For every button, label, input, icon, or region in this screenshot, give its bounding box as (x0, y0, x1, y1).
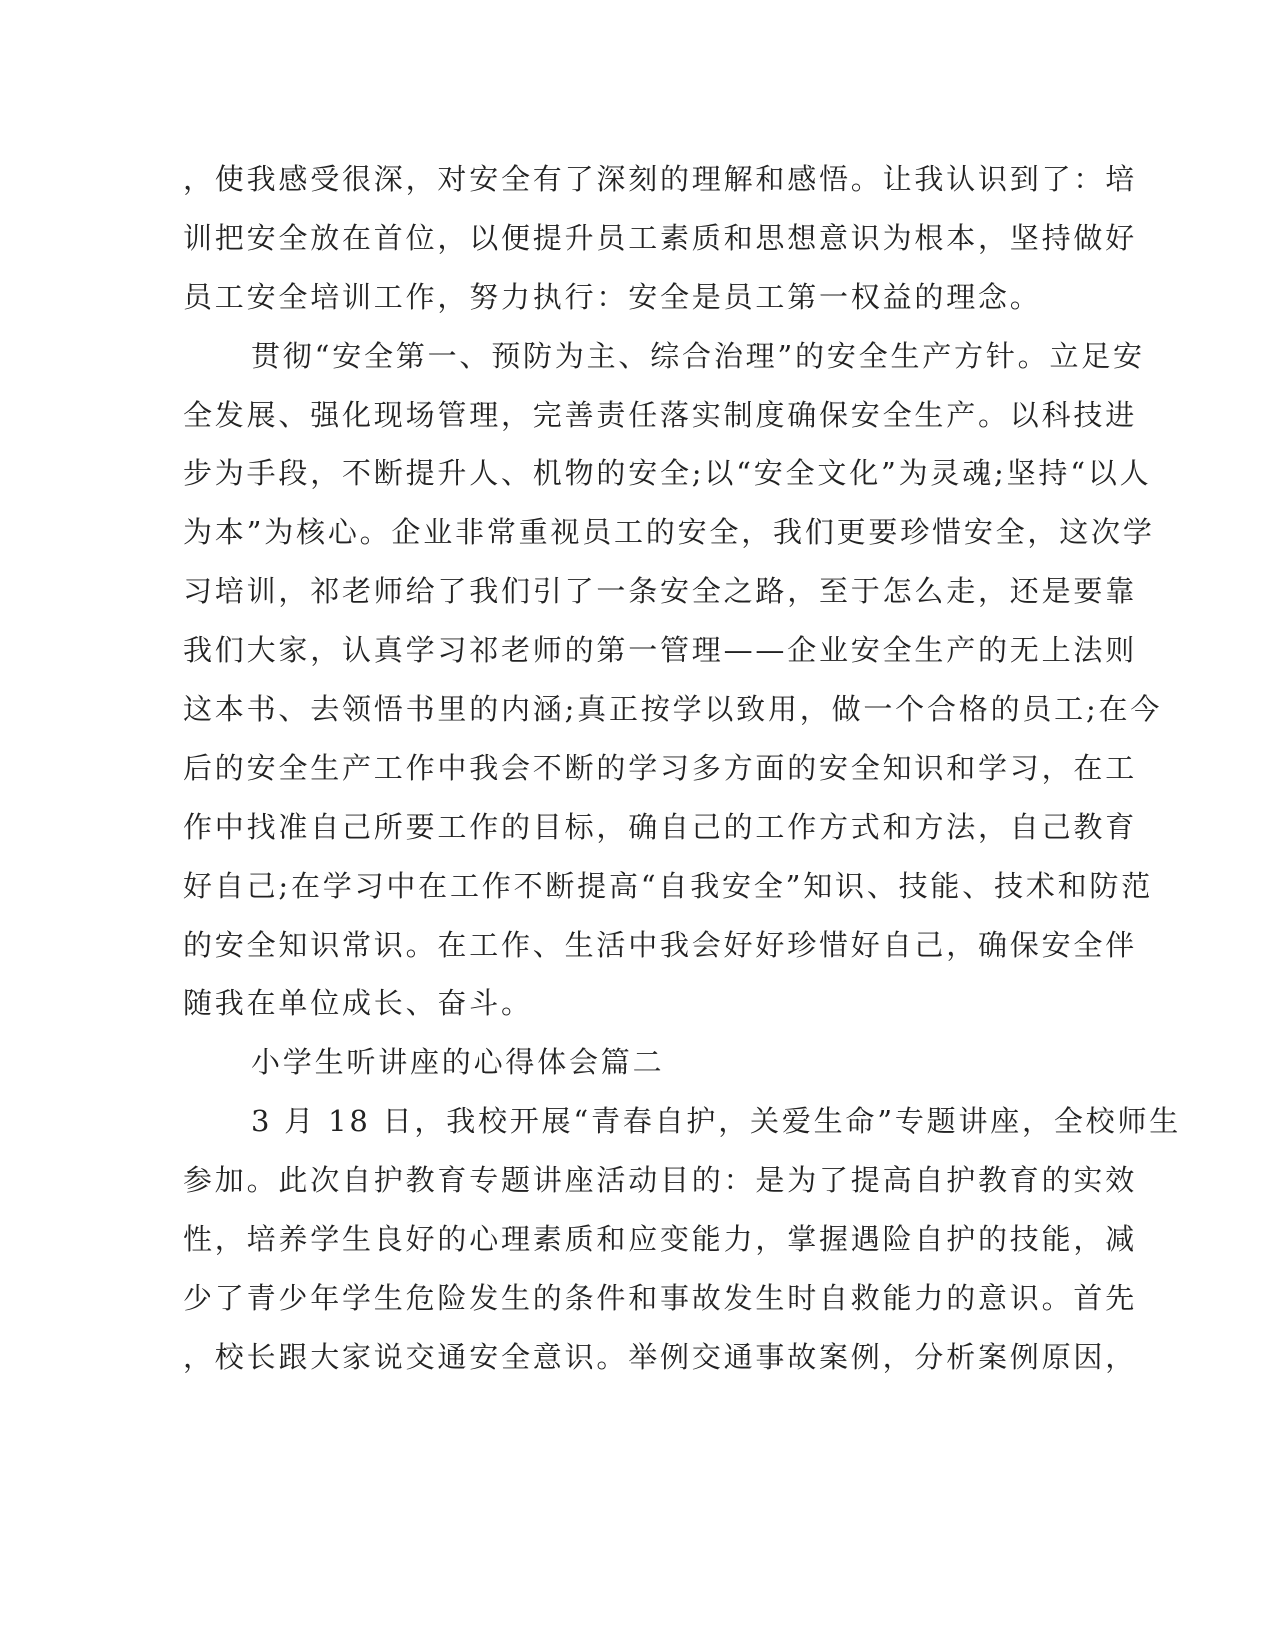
text-line: 习培训，祁老师给了我们引了一条安全之路，至于怎么走，还是要靠 (183, 574, 1138, 609)
text-line: 贯彻“安全第一、预防为主、综合治理”的安全生产方针。立足安 (251, 338, 1145, 373)
text-line: 训把安全放在首位，以便提升员工素质和思想意识为根本，坚持做好 (183, 220, 1138, 255)
text-line: 为本”为核心。企业非常重视员工的安全，我们更要珍惜安全，这次学 (183, 515, 1155, 550)
text-line: 后的安全生产工作中我会不断的学习多方面的安全知识和学习，在工 (183, 750, 1138, 785)
document-body (183, 150, 1182, 1387)
paragraph (183, 327, 1163, 1034)
text-line: 3 月 18 日，我校开展“青春自护，关爱生命”专题讲座，全校师生 (251, 1104, 1182, 1139)
text-line: 随我在单位成长、奋斗。 (183, 986, 533, 1021)
text-line: 我们大家，认真学习祁老师的第一管理——企业安全生产的无上法则 (183, 633, 1138, 668)
text-line: ，校长跟大家说交通安全意识。举例交通事故案例，分析案例原因， (183, 1339, 1138, 1374)
text-line: 这本书、去领悟书里的内涵;真正按学以致用，做一个合格的员工;在今 (183, 692, 1163, 727)
text-line: 员工安全培训工作，努力执行：安全是员工第一权益的理念。 (183, 279, 1042, 314)
text-line: 的安全知识常识。在工作、生活中我会好好珍惜好自己，确保安全伴 (183, 927, 1138, 962)
text-line: 全发展、强化现场管理，完善责任落实制度确保安全生产。以科技进 (183, 397, 1138, 432)
text-line: 参加。此次自护教育专题讲座活动目的：是为了提高自护教育的实效 (183, 1163, 1138, 1198)
text-line: 作中找准自己所要工作的目标，确自己的工作方式和方法，自己教育 (183, 809, 1138, 844)
text-line: 少了青少年学生危险发生的条件和事故发生时自救能力的意识。首先 (183, 1280, 1138, 1315)
paragraph (183, 1092, 1182, 1386)
text-line: 步为手段，不断提升人、机物的安全;以“安全文化”为灵魂;坚持“以人 (183, 456, 1152, 491)
section-title: 小学生听讲座的心得体会篇二 (251, 1045, 665, 1080)
text-line: 性，培养学生良好的心理素质和应变能力，掌握遇险自护的技能，减 (183, 1222, 1138, 1257)
text-line: ，使我感受很深，对安全有了深刻的理解和感悟。让我认识到了：培 (183, 162, 1138, 196)
text-line: 好自己;在学习中在工作不断提高“自我安全”知识、技能、技术和防范 (183, 868, 1154, 903)
paragraph (183, 150, 1138, 327)
